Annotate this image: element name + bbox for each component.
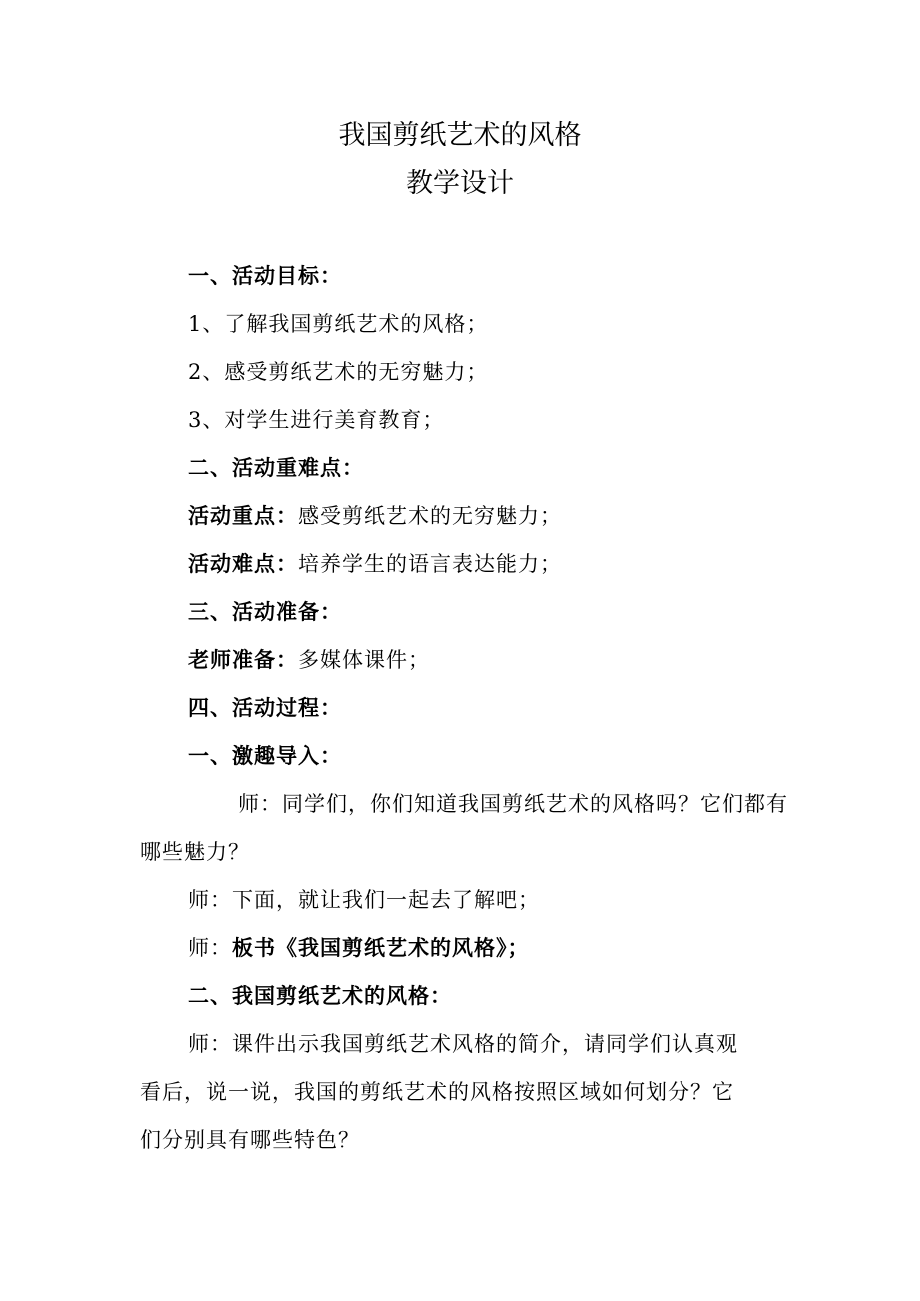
objective-item: 3、对学生进行美育教育； bbox=[188, 408, 445, 432]
paragraph-text: 师：课件出示我国剪纸艺术风格的简介，请同学们认真观 bbox=[188, 1032, 738, 1056]
paragraph-text: 师： bbox=[188, 936, 232, 960]
difficult-point-line bbox=[140, 540, 780, 588]
paragraph-line: 们分别具有哪些特色？ bbox=[140, 1128, 360, 1152]
section-heading-objectives: 一、活动目标： bbox=[188, 264, 342, 288]
teacher-preparation-text: 多媒体课件； bbox=[298, 648, 430, 672]
teacher-preparation-label: 老师准备： bbox=[188, 648, 298, 672]
paragraph-text: 师：下面，就让我们一起去了解吧； bbox=[188, 888, 540, 912]
blackboard-title-text: 板书《我国剪纸艺术的风格》； bbox=[232, 936, 530, 960]
paragraph-line bbox=[140, 780, 788, 828]
section-heading-preparation: 三、活动准备： bbox=[188, 600, 342, 624]
difficult-point-text: 培养学生的语言表达能力； bbox=[298, 552, 562, 576]
key-point-label: 活动重点： bbox=[188, 504, 298, 528]
paragraph-line: 看后，说一说，我国的剪纸艺术的风格按照区域如何划分？它 bbox=[140, 1080, 734, 1104]
title-line-2: 教学设计 bbox=[406, 168, 514, 199]
paragraph-line bbox=[140, 876, 780, 924]
paragraph-line bbox=[140, 924, 780, 972]
section-heading-process: 四、活动过程： bbox=[188, 696, 342, 720]
key-point-line bbox=[140, 492, 780, 540]
paragraph-line bbox=[140, 1020, 780, 1068]
document-body bbox=[140, 252, 788, 1164]
subsection-heading-styles: 二、我国剪纸艺术的风格： bbox=[188, 984, 452, 1008]
difficult-point-label: 活动难点： bbox=[188, 552, 298, 576]
teacher-preparation-line bbox=[140, 636, 780, 684]
objective-item: 2、感受剪纸艺术的无穷魅力； bbox=[188, 360, 489, 384]
key-point-text: 感受剪纸艺术的无穷魅力； bbox=[298, 504, 562, 528]
subsection-heading-intro: 一、激趣导入： bbox=[188, 744, 342, 768]
paragraph-line: 哪些魅力？ bbox=[140, 840, 250, 864]
paragraph-text: 师：同学们，你们知道我国剪纸艺术的风格吗？它们都有 bbox=[238, 792, 788, 816]
objective-item: 1、了解我国剪纸艺术的风格； bbox=[188, 312, 489, 336]
title-line-1: 我国剪纸艺术的风格 bbox=[338, 120, 582, 151]
document-title bbox=[0, 112, 920, 208]
section-heading-key-points: 二、活动重难点： bbox=[188, 456, 364, 480]
